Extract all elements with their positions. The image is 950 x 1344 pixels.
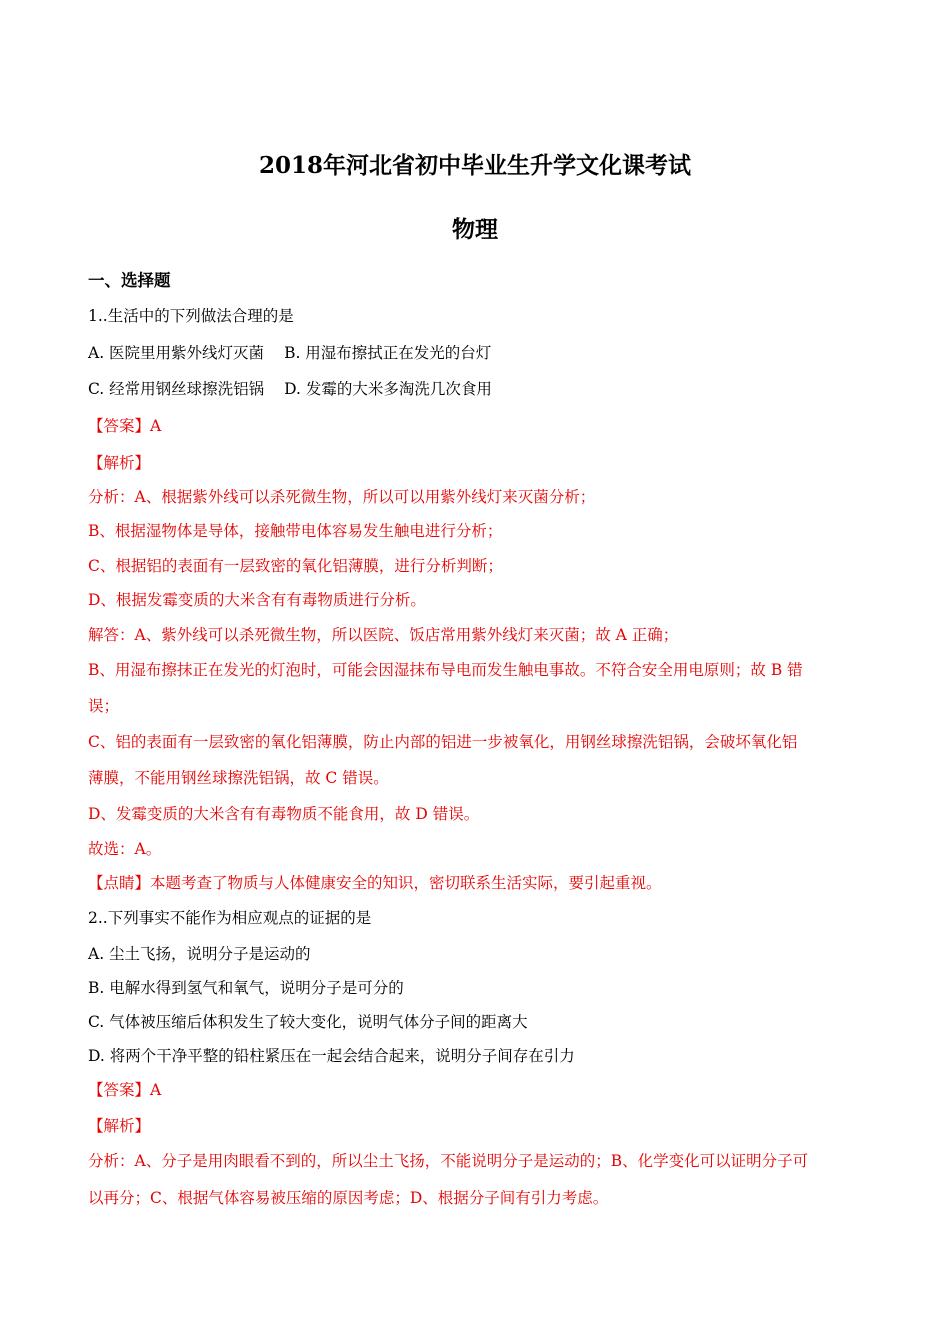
q2-option-d: D. 将两个干净平整的铅柱紧压在一起会结合起来，说明分子间存在引力	[88, 1047, 575, 1065]
q2-option-c: C. 气体被压缩后体积发生了较大变化，说明气体分子间的距离大	[88, 1013, 528, 1031]
section-heading: 一、选择题	[88, 271, 171, 290]
q1-options-row-1	[88, 342, 491, 364]
q1-analysis-line: C、铝的表面有一层致密的氧化铝薄膜，防止内部的铝进一步被氧化，用钢丝球擦洗铝锅，会破坏氧化铝	[88, 733, 798, 751]
q1-option-c: C. 经常用钢丝球擦洗铝锅	[88, 380, 265, 398]
q2-option-a: A. 尘土飞扬，说明分子是运动的	[88, 945, 311, 963]
q1-analysis-line: D、根据发霉变质的大米含有有毒物质进行分析。	[88, 591, 426, 609]
q1-analysis-line: 误；	[88, 697, 120, 715]
q1-answer: 【答案】A	[88, 417, 162, 435]
q1-option-a: A. 医院里用紫外线灯灭菌	[88, 344, 265, 362]
q1-analysis-line: 薄膜，不能用钢丝球擦洗铝锅，故 C 错误。	[88, 769, 389, 787]
q1-analysis-line: 分析：A、根据紫外线可以杀死微生物，所以可以用紫外线灯来灭菌分析；	[88, 488, 596, 506]
q1-analysis-line: C、根据铝的表面有一层致密的氧化铝薄膜，进行分析判断；	[88, 557, 503, 575]
q2-analysis-line: 分析：A、分子是用肉眼看不到的，所以尘土飞扬，不能说明分子是运动的；B、化学变化可以证明分子可	[88, 1152, 809, 1170]
q2-answer: 【答案】A	[88, 1081, 162, 1099]
document-title: 2018年河北省初中毕业生升学文化课考试	[258, 152, 691, 179]
subject-title: 物理	[452, 216, 498, 243]
q1-option-b: B. 用湿布擦拭正在发光的台灯	[284, 344, 492, 362]
q1-option-d: D. 发霉的大米多淘洗几次食用	[284, 380, 492, 398]
q1-analysis-line: B、根据湿物体是导体，接触带电体容易发生触电进行分析；	[88, 522, 503, 540]
q1-analysis-line: D、发霉变质的大米含有有毒物质不能食用，故 D 错误。	[88, 805, 480, 823]
q1-analysis-line: 解答：A、紫外线可以杀死微生物，所以医院、饭店常用紫外线灯来灭菌；故 A 正确；	[88, 626, 679, 644]
q1-analysis-label: 【解析】	[88, 454, 151, 472]
q2-analysis-line: 以再分；C、根据气体容易被压缩的原因考虑；D、根据分子间有引力考虑。	[88, 1189, 609, 1207]
q1-options-row-2	[88, 378, 492, 400]
q1-analysis-line: 故选：A。	[88, 840, 162, 858]
q1-stem: 1..生活中的下列做法合理的是	[88, 307, 294, 325]
q1-tip: 【点睛】本题考查了物质与人体健康安全的知识，密切联系生活实际，要引起重视。	[88, 874, 662, 892]
q1-analysis-line: B、用湿布擦抹正在发光的灯泡时，可能会因湿抹布导电而发生触电事故。不符合安全用电原则；故 B 错	[88, 661, 803, 679]
q2-stem: 2..下列事实不能作为相应观点的证据的是	[88, 909, 372, 927]
q2-analysis-label: 【解析】	[88, 1117, 151, 1135]
q2-option-b: B. 电解水得到氢气和氧气，说明分子是可分的	[88, 979, 404, 997]
